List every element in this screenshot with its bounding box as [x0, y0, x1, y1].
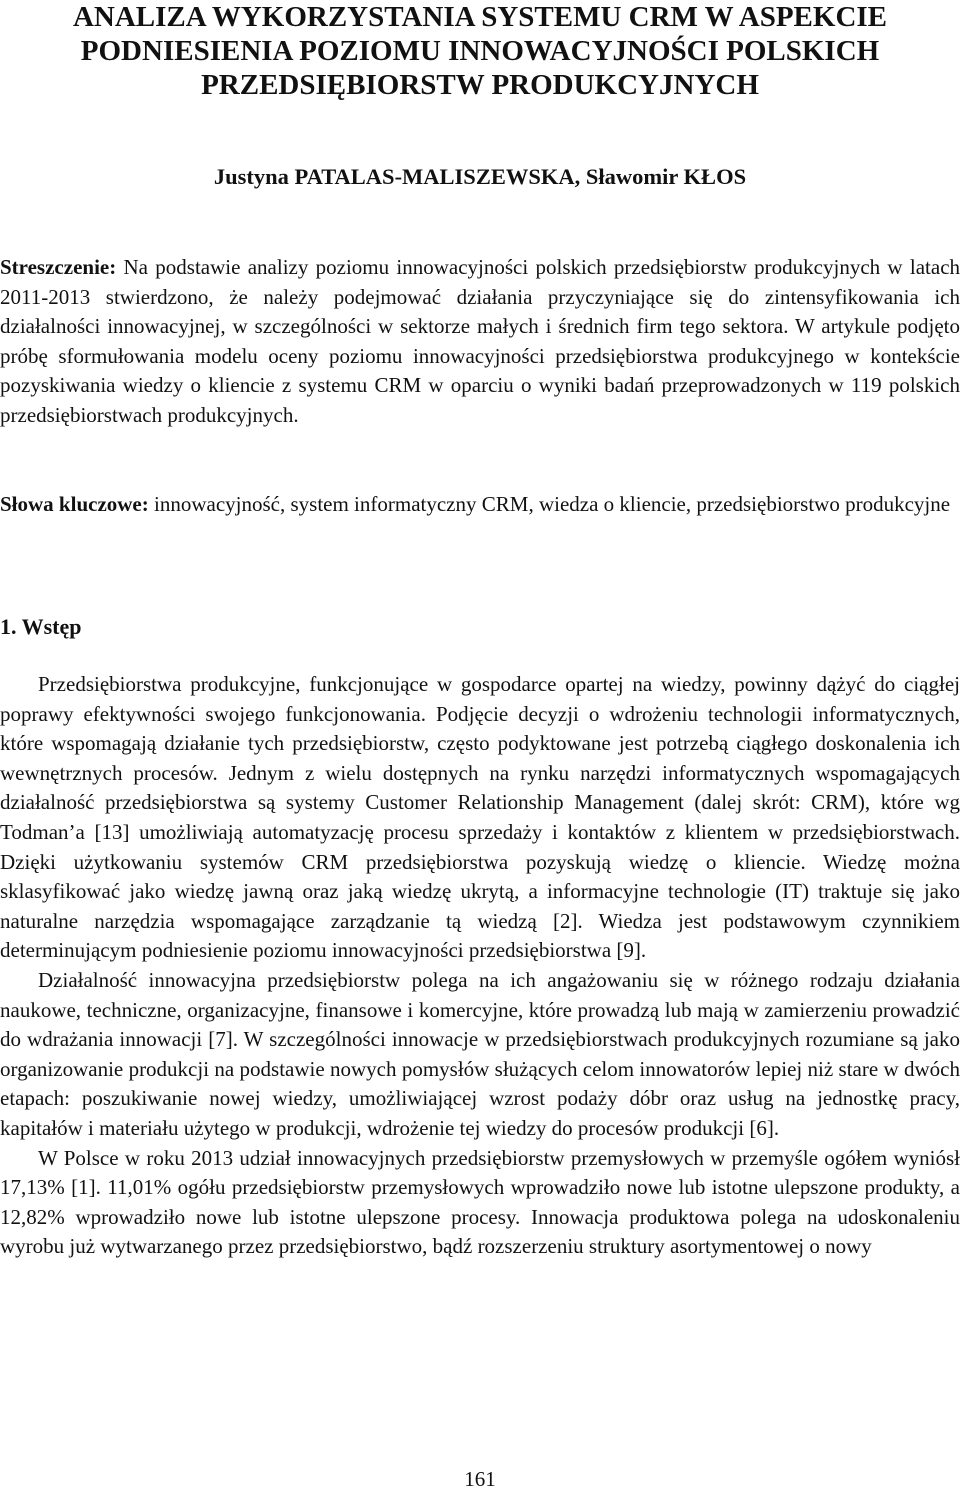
title-line-2: PODNIESIENIA POZIOMU INNOWACYJNOŚCI POLSKICH: [80, 35, 880, 67]
paragraph: Przedsiębiorstwa produkcyjne, funkcjonujące w gospodarce opartej na wiedzy, powinny dążyć do ciągłej poprawy efektywności swojego funkcjonowania. Podjęcie decyzji o wdrożeniu technologii informatycznych, które wspomagają działanie tych przedsiębiorstw, często podyktowane jest potrzebą ciągłego doskonalenia ich wewnętrznych procesów. Jednym z wielu dostępnych na rynku narzędzi informatycznych wspomagających działalność przedsiębiorstwa są systemy Customer Relationship Management (dalej skrót: CRM), które wg Todman’a [13] umożliwiają automatyzację procesu sprzedaży i kontaktów z klientem w przedsiębiorstwach. Dzięki użytkowaniu systemów CRM przedsiębiorstwa pozyskują wiedzę o kliencie. Wiedzę można sklasyfikować jako wiedzę jawną oraz jaką wiedzę ukrytą, a informacyjne technologie (IT) traktuje się jako naturalne narzędzia wspomagające zarządzanie tą wiedzą [2]. Wiedza jest podstawowym czynnikiem determinującym podniesienie poziomu innowacyjności przedsiębiorstwa [9].: [0, 672, 960, 963]
title-line-3: PRZEDSIĘBIORSTW PRODUKCYJNYCH: [201, 69, 759, 101]
authors: Justyna PATALAS-MALISZEWSKA, Sławomir KŁOS: [213, 164, 747, 189]
section-heading: 1. Wstęp: [0, 614, 82, 639]
paragraph: W Polsce w roku 2013 udział innowacyjnych przedsiębiorstw przemysłowych w przemyśle ogółem wyniósł 17,13% [1]. 11,01% ogółu przedsiębiorstw przemysłowych wprowadziło nowe lub istotne ulepszone produkty, a 12,82% wprowadziło nowe lub istotne ulepszone procesy. Innowacja produktowa polega na udoskonaleniu wyrobu już wytwarzanego przez przedsiębiorstwo, bądź rozszerzeniu struktury asortymentowej o nowy: [0, 1145, 960, 1259]
abstract-text: Na podstawie analizy poziomu innowacyjności polskich przedsiębiorstw produkcyjnych w latach 2011-2013 stwierdzono, że należy podejmować działania przyczyniające się do zintensyfikowania ich działalności innowacyjnej, w szczególności w sektorze małych i średnich firm tego sektora. W artykule podjęto próbę sformułowania modelu oceny poziomu innowacyjności przedsiębiorstwa produkcyjnego w kontekście pozyskiwania wiedzy o kliencie z systemu CRM w oparciu o wyniki badań przeprowadzonych w 119 polskich przedsiębiorstwach produkcyjnych.: [0, 255, 960, 427]
paragraph: Działalność innowacyjna przedsiębiorstw polega na ich angażowaniu się w różnego rodzaju działania naukowe, techniczne, organizacyjne, finansowe i komercyjne, które prowadzą lub mają w zamierzeniu prowadzić do wdrażania innowacji [7]. W szczególności innowacje w przedsiębiorstwach produkcyjnych rozumiane są jako organizowanie produkcji na podstawie nowych pomysłów służących celom innowatorów lepiej niż stare w dwóch etapach: poszukiwanie nowej wiedzy, umożliwiającej wzrost podaży dóbr oraz usług na jednostkę pracy, kapitałów i materiału użytego w produkcji, wdrożenie tej wiedzy do procesów produkcji [6].: [0, 967, 960, 1140]
keywords: [0, 490, 960, 520]
abstract-label: Streszczenie:: [0, 255, 117, 279]
abstract: [0, 253, 960, 431]
title-line-1: ANALIZA WYKORZYSTANIA SYSTEMU CRM W ASPEKCIE: [72, 1, 888, 33]
body-text: [0, 670, 960, 1262]
keywords-label: Słowa kluczowe:: [0, 492, 149, 516]
paper-title: [0, 0, 960, 102]
keywords-text: innowacyjność, system informatyczny CRM, wiedza o kliencie, przedsiębiorstwo produkcyjne: [154, 492, 951, 516]
page-number: 161: [464, 1467, 496, 1491]
